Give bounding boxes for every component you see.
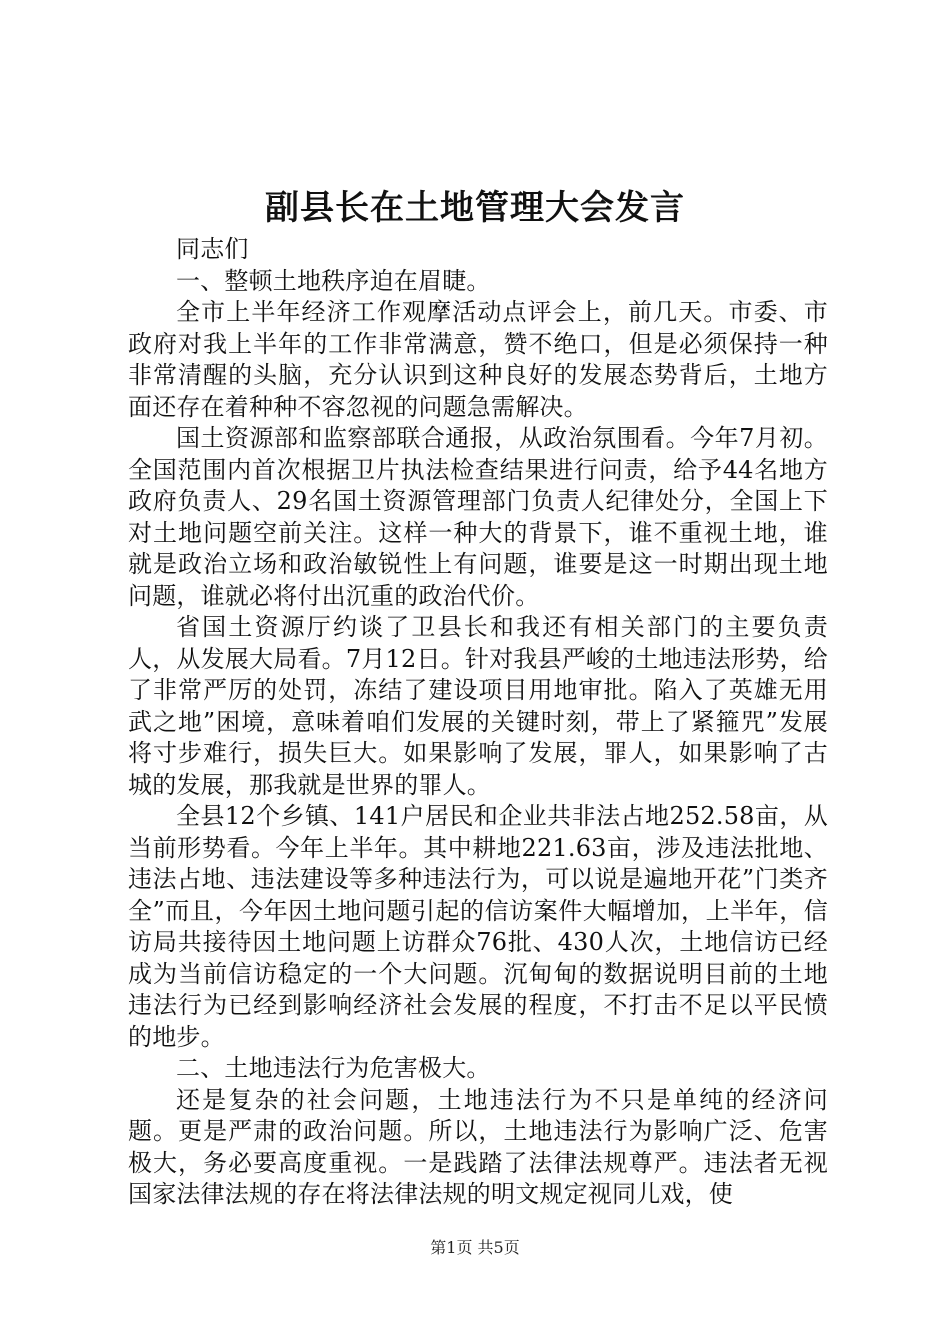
document-title: 副县长在土地管理大会发言: [265, 188, 685, 228]
page-number-footer: 第1页 共5页: [430, 1238, 520, 1257]
paragraph: 省国土资源厅约谈了卫县长和我还有相关部门的主要负责人，从发展大局看。7月12日。针对我县严峻的土地违法形势，给了非常严厉的处罚，冻结了建设项目用地审批。陷入了英雄无用武之地”困境，意味着咱们发展的关键时刻，带上了紧箍咒”发展将寸步难行，损失巨大。如果影响了发展，罪人，如果影响了古城的发展，那我就是世界的罪人。: [128, 613, 828, 799]
paragraph: 还是复杂的社会问题，土地违法行为不只是单纯的经济问题。更是严肃的政治问题。所以，土地违法行为影响广泛、危害极大，务必要高度重视。一是践踏了法律法规尊严。违法者无视国家法律法规的存在将法律法规的明文规定视同儿戏，使: [128, 1085, 828, 1208]
paragraph: 全市上半年经济工作观摩活动点评会上，前几天。市委、市政府对我上半年的工作非常满意，赞不绝口，但是必须保持一种非常清醒的头脑，充分认识到这种良好的发展态势背后，土地方面还存在着种种不容忽视的问题急需解决。: [128, 298, 828, 421]
section-heading-2: 二、土地违法行为危害极大。: [176, 1054, 491, 1082]
paragraph-salutation: 同志们: [176, 235, 249, 263]
paragraph: 国土资源部和监察部联合通报，从政治氛围看。今年7月初。全国范围内首次根据卫片执法检查结果进行问责，给予44名地方政府负责人、29名国土资源管理部门负责人纪律处分，全国上下对土地问题空前关注。这样一种大的背景下，谁不重视土地，谁就是政治立场和政治敏锐性上有问题，谁要是这一时期出现土地问题，谁就必将付出沉重的政治代价。: [128, 424, 828, 610]
section-heading-1: 一、整顿土地秩序迫在眉睫。: [176, 266, 491, 295]
paragraph: 全县12个乡镇、141户居民和企业共非法占地252.58亩，从当前形势看。今年上半年。其中耕地221.63亩，涉及违法批地、违法占地、违法建设等多种违法行为，可以说是遍地开花”门类齐全”而且，今年因土地问题引起的信访案件大幅增加，上半年，信访局共接待因土地问题上访群众76批、430人次，土地信访已经成为当前信访稳定的一个大问题。沉甸甸的数据说明目前的土地违法行为已经到影响经济社会发展的程度，不打击不足以平民愤的地步。: [128, 802, 828, 1051]
document-body: [128, 234, 828, 1211]
